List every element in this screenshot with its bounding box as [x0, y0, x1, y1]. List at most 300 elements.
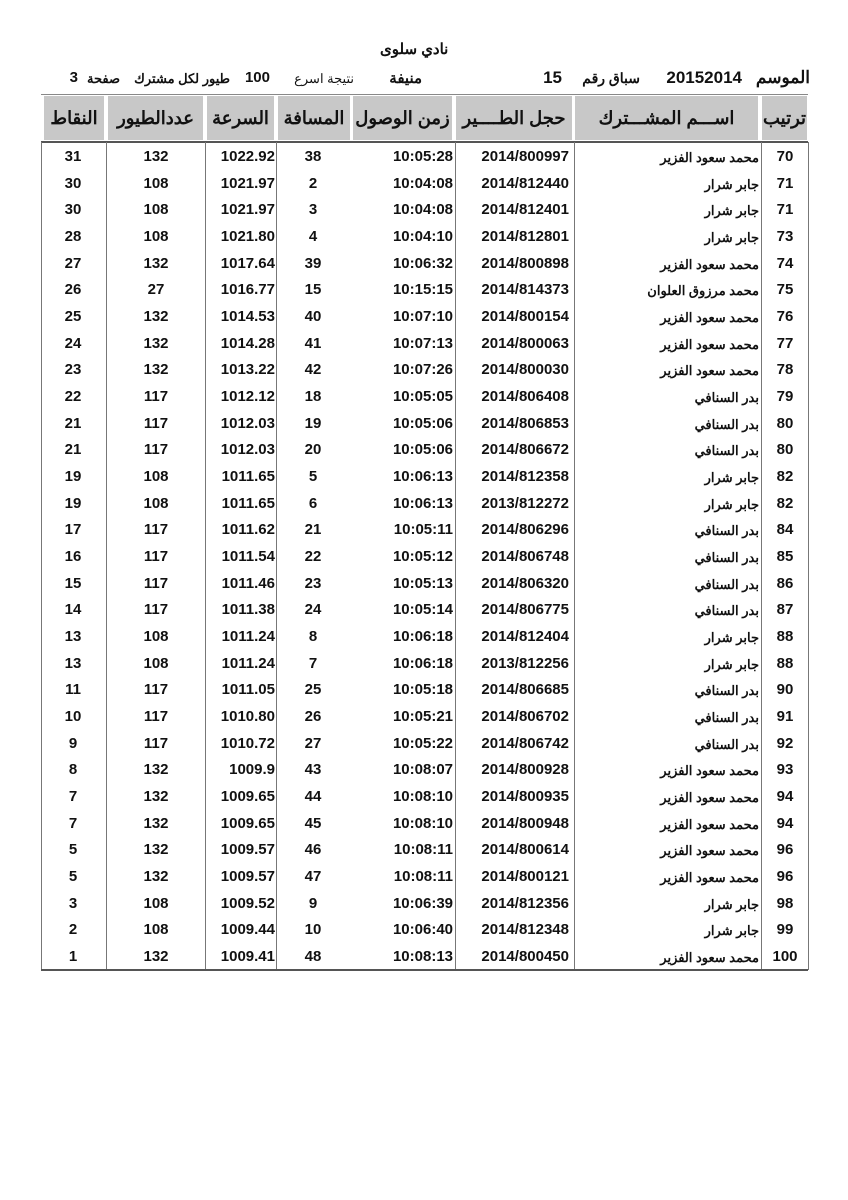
arrival-time-cell: 10:08:11: [393, 841, 453, 859]
distance-cell: 47: [304, 868, 322, 886]
birds-count-cell: 117: [143, 548, 169, 566]
header-birds: عددالطيور: [108, 96, 203, 140]
ring-number-cell: 2014/814373: [481, 281, 569, 299]
rank-cell: 71: [776, 201, 794, 219]
rank-cell: 77: [776, 334, 794, 352]
page-label: صفحة: [87, 71, 120, 86]
speed-cell: 1021.80: [220, 228, 275, 245]
table-row: [41, 891, 808, 917]
table-row: [41, 571, 808, 597]
speed-cell: 1011.24: [221, 628, 275, 646]
birds-count-cell: 132: [143, 788, 169, 806]
table-row: [41, 864, 808, 890]
birds-per-value: 100: [244, 69, 270, 86]
ring-number-cell: 2014/800154: [481, 308, 569, 326]
table-row: [41, 944, 808, 970]
ring-number-cell: 2014/800614: [481, 841, 569, 859]
speed-cell: 1011.05: [221, 681, 275, 699]
participant-name-cell: جابر شرار: [704, 203, 759, 219]
distance-cell: 7: [308, 654, 318, 672]
distance-cell: 9: [308, 894, 318, 912]
birds-count-cell: 117: [143, 681, 169, 699]
speed-cell: 1012.03: [220, 414, 275, 432]
table-row: [41, 384, 808, 410]
speed-cell: 1011.38: [221, 601, 275, 619]
birds-count-cell: 117: [143, 441, 169, 459]
arrival-time-cell: 10:05:12: [392, 548, 453, 566]
participant-name-cell: بدر السنافي: [694, 443, 759, 459]
speed-cell: 1017.64: [220, 254, 275, 272]
arrival-time-cell: 10:05:13: [392, 574, 453, 592]
table-row: [41, 624, 808, 650]
arrival-time-cell: 10:05:18: [392, 681, 453, 699]
arrival-time-cell: 10:05:22: [392, 734, 453, 752]
speed-cell: 1010.80: [220, 708, 275, 726]
rank-cell: 73: [776, 228, 794, 245]
points-cell: 1: [68, 948, 78, 966]
distance-cell: 26: [304, 708, 322, 726]
distance-cell: 24: [304, 601, 322, 619]
distance-cell: 18: [304, 388, 322, 406]
ring-number-cell: 2014/800450: [481, 948, 569, 966]
ring-number-cell: 2014/800030: [481, 361, 569, 379]
rank-cell: 94: [776, 814, 794, 832]
speed-cell: 1009.52: [220, 894, 275, 912]
points-cell: 5: [68, 841, 78, 859]
speed-cell: 1011.65: [221, 468, 275, 486]
participant-name-cell: محمد سعود الفزير: [660, 790, 759, 806]
participant-name-cell: محمد سعود الفزير: [660, 150, 759, 165]
points-cell: 13: [64, 628, 82, 646]
table-row: [41, 277, 808, 303]
table-row: [41, 811, 808, 837]
participant-name-cell: جابر شرار: [704, 176, 759, 192]
header-ring: حجل الطــــير: [456, 96, 572, 140]
table-row: [41, 597, 808, 623]
ring-number-cell: 2013/812272: [481, 494, 569, 512]
birds-count-cell: 108: [143, 494, 169, 512]
points-cell: 7: [68, 788, 78, 806]
rank-cell: 86: [776, 574, 794, 592]
table-row: [41, 784, 808, 810]
ring-number-cell: 2014/806296: [481, 521, 569, 539]
birds-count-cell: 132: [143, 948, 169, 966]
table-bottom-border: [41, 969, 808, 971]
distance-cell: 15: [304, 281, 322, 299]
points-cell: 27: [64, 254, 82, 272]
distance-cell: 6: [308, 494, 318, 512]
speed-cell: 1016.77: [220, 281, 275, 299]
rank-cell: 70: [776, 148, 794, 165]
ring-number-cell: 2014/806672: [481, 441, 569, 459]
rank-cell: 84: [776, 521, 794, 539]
speed-cell: 1009.44: [220, 921, 275, 939]
table-row: [41, 171, 808, 197]
birds-count-cell: 117: [143, 388, 169, 406]
participant-name-cell: جابر شرار: [704, 230, 759, 245]
points-cell: 13: [64, 654, 82, 672]
points-cell: 16: [64, 548, 82, 566]
arrival-time-cell: 10:08:13: [392, 948, 453, 966]
distance-cell: 5: [308, 468, 318, 486]
arrival-time-cell: 10:08:10: [392, 788, 453, 806]
arrival-time-cell: 10:05:11: [393, 521, 453, 539]
points-cell: 25: [64, 308, 82, 326]
ring-number-cell: 2014/812801: [481, 228, 569, 245]
ring-number-cell: 2014/812401: [481, 201, 569, 219]
ring-number-cell: 2014/812348: [481, 921, 569, 939]
arrival-time-cell: 10:05:21: [392, 708, 453, 726]
arrival-time-cell: 10:07:13: [392, 334, 453, 352]
speed-cell: 1013.22: [220, 361, 275, 379]
header-bottom-border: [41, 141, 808, 143]
table-row: [41, 917, 808, 943]
speed-cell: 1009.65: [220, 788, 275, 806]
rank-cell: 100: [772, 948, 798, 966]
points-cell: 24: [64, 334, 82, 352]
participant-name-cell: بدر السنافي: [694, 683, 759, 699]
ring-number-cell: 2014/800997: [481, 148, 569, 165]
race-info: [40, 68, 810, 92]
participant-name-cell: بدر السنافي: [694, 416, 759, 432]
table-top-border: [41, 94, 808, 95]
participant-name-cell: محمد سعود الفزير: [660, 950, 759, 966]
season-value: 20152014: [666, 68, 742, 87]
arrival-time-cell: 10:05:06: [392, 441, 453, 459]
birds-count-cell: 108: [143, 174, 169, 192]
distance-cell: 46: [304, 841, 322, 859]
table-row: [41, 437, 808, 463]
ring-number-cell: 2014/800935: [481, 788, 569, 806]
rank-cell: 79: [776, 388, 794, 406]
ring-number-cell: 2014/806320: [481, 574, 569, 592]
rank-cell: 78: [776, 361, 794, 379]
table-row: [41, 731, 808, 757]
birds-count-cell: 117: [143, 574, 169, 592]
club-title: نادي سلوى: [380, 41, 449, 58]
participant-name-cell: بدر السنافي: [694, 390, 759, 406]
birds-count-cell: 132: [143, 361, 169, 379]
participant-name-cell: محمد سعود الفزير: [660, 763, 759, 779]
arrival-time-cell: 10:04:10: [392, 228, 453, 245]
rank-cell: 94: [776, 788, 794, 806]
points-cell: 9: [68, 734, 78, 752]
table-row: [41, 411, 808, 437]
ring-number-cell: 2014/806685: [481, 681, 569, 699]
ring-number-cell: 2014/806748: [481, 548, 569, 566]
speed-cell: 1021.97: [220, 174, 275, 192]
distance-cell: 42: [304, 361, 322, 379]
speed-cell: 1009.57: [220, 841, 275, 859]
points-cell: 23: [64, 361, 82, 379]
birds-count-cell: 132: [143, 761, 169, 779]
speed-cell: 1021.97: [220, 201, 275, 219]
arrival-time-cell: 10:07:26: [392, 361, 453, 379]
birds-count-cell: 117: [143, 708, 169, 726]
birds-count-cell: 132: [143, 334, 169, 352]
ring-number-cell: 2014/800898: [481, 254, 569, 272]
birds-count-cell: 108: [143, 468, 169, 486]
season-label: الموسم: [755, 68, 810, 87]
participant-name-cell: محمد مرزوق العلوان: [647, 283, 759, 299]
arrival-time-cell: 10:04:08: [392, 174, 453, 192]
table-row: [41, 837, 808, 863]
ring-number-cell: 2014/806742: [481, 734, 569, 752]
distance-cell: 44: [304, 788, 322, 806]
participant-name-cell: جابر شرار: [704, 470, 759, 486]
rank-cell: 96: [776, 841, 794, 859]
table-row: [41, 757, 808, 783]
distance-cell: 40: [304, 308, 322, 326]
participant-name-cell: بدر السنافي: [694, 603, 759, 619]
birds-count-cell: 108: [143, 654, 169, 672]
points-cell: 2: [68, 921, 78, 939]
points-cell: 19: [64, 494, 82, 512]
distance-cell: 41: [304, 334, 322, 352]
rank-cell: 71: [776, 174, 794, 192]
arrival-time-cell: 10:04:08: [392, 201, 453, 219]
ring-number-cell: 2013/812256: [481, 654, 569, 672]
table-row: [41, 304, 808, 330]
rank-cell: 88: [776, 654, 794, 672]
rank-cell: 96: [776, 868, 794, 886]
table-row: [41, 677, 808, 703]
birds-count-cell: 108: [143, 201, 169, 219]
rank-cell: 82: [776, 468, 794, 486]
distance-cell: 23: [304, 574, 322, 592]
distance-cell: 8: [308, 628, 318, 646]
speed-cell: 1009.65: [220, 814, 275, 832]
table-row: [41, 224, 808, 250]
result-label: نتيجة اسرع: [294, 71, 354, 86]
arrival-time-cell: 10:05:28: [392, 148, 453, 165]
points-cell: 14: [64, 601, 82, 619]
race-number: 15: [543, 68, 562, 87]
birds-count-cell: 132: [143, 148, 169, 165]
arrival-time-cell: 10:08:07: [392, 761, 453, 779]
arrival-time-cell: 10:06:13: [392, 468, 453, 486]
points-cell: 31: [64, 148, 82, 165]
points-cell: 19: [64, 468, 82, 486]
participant-name-cell: محمد سعود الفزير: [660, 816, 759, 832]
birds-count-cell: 132: [143, 254, 169, 272]
arrival-time-cell: 10:06:40: [392, 921, 453, 939]
arrival-time-cell: 10:15:15: [392, 281, 453, 299]
table-row: [41, 357, 808, 383]
participant-name-cell: بدر السنافي: [694, 576, 759, 592]
table-row: [41, 251, 808, 277]
birds-count-cell: 117: [143, 734, 169, 752]
speed-cell: 1009.57: [220, 868, 275, 886]
speed-cell: 1009.9: [229, 761, 275, 779]
points-cell: 28: [64, 228, 82, 245]
arrival-time-cell: 10:05:06: [392, 414, 453, 432]
participant-name-cell: جابر شرار: [704, 630, 759, 646]
birds-count-cell: 132: [143, 868, 169, 886]
ring-number-cell: 2014/812356: [481, 894, 569, 912]
ring-number-cell: 2014/806775: [481, 601, 569, 619]
participant-name-cell: محمد سعود الفزير: [660, 310, 759, 326]
participant-name-cell: بدر السنافي: [694, 710, 759, 726]
birds-count-cell: 132: [143, 814, 169, 832]
rank-cell: 74: [776, 254, 794, 272]
rank-cell: 76: [776, 308, 794, 326]
arrival-time-cell: 10:06:13: [392, 494, 453, 512]
table-row: [41, 144, 808, 170]
table-row: [41, 197, 808, 223]
arrival-time-cell: 10:05:05: [392, 388, 453, 406]
birds-count-cell: 108: [143, 628, 169, 646]
table-row: [41, 544, 808, 570]
points-cell: 30: [64, 174, 82, 192]
speed-cell: 1012.12: [220, 388, 275, 406]
region: منيفة: [389, 70, 422, 87]
ring-number-cell: 2014/806702: [481, 708, 569, 726]
birds-per-label: طيور لكل مشترك: [134, 71, 230, 86]
ring-number-cell: 2014/806408: [481, 388, 569, 406]
speed-cell: 1011.62: [221, 521, 275, 539]
points-cell: 10: [64, 708, 82, 726]
rank-cell: 82: [776, 494, 794, 512]
ring-number-cell: 2014/800928: [481, 761, 569, 779]
table-row: [41, 464, 808, 490]
speed-cell: 1010.72: [220, 734, 275, 752]
table-row: [41, 491, 808, 517]
rank-cell: 87: [776, 601, 794, 619]
participant-name-cell: جابر شرار: [704, 923, 759, 939]
distance-cell: 20: [304, 441, 322, 459]
rank-cell: 92: [776, 734, 794, 752]
participant-name-cell: محمد سعود الفزير: [660, 363, 759, 379]
participant-name-cell: محمد سعود الفزير: [660, 843, 759, 859]
participant-name-cell: بدر السنافي: [694, 550, 759, 566]
distance-cell: 4: [308, 228, 318, 245]
birds-count-cell: 117: [143, 521, 169, 539]
header-speed: السرعة: [207, 96, 274, 140]
points-cell: 7: [68, 814, 78, 832]
points-cell: 8: [68, 761, 78, 779]
distance-cell: 10: [304, 921, 322, 939]
rank-cell: 80: [776, 414, 794, 432]
birds-count-cell: 117: [143, 414, 169, 432]
ring-number-cell: 2014/812404: [481, 628, 569, 646]
participant-name-cell: محمد سعود الفزير: [660, 870, 759, 886]
distance-cell: 48: [304, 948, 322, 966]
race-label: سباق رقم: [582, 70, 640, 86]
arrival-time-cell: 10:08:10: [392, 814, 453, 832]
points-cell: 3: [68, 894, 78, 912]
ring-number-cell: 2014/800121: [481, 868, 569, 886]
table-row: [41, 651, 808, 677]
arrival-time-cell: 10:05:14: [392, 601, 453, 619]
distance-cell: 38: [304, 148, 322, 165]
participant-name-cell: جابر شرار: [704, 496, 759, 512]
distance-cell: 43: [304, 761, 322, 779]
speed-cell: 1014.53: [220, 308, 275, 326]
ring-number-cell: 2014/812440: [481, 174, 569, 192]
ring-number-cell: 2014/800948: [481, 814, 569, 832]
participant-name-cell: بدر السنافي: [694, 523, 759, 539]
distance-cell: 22: [304, 548, 322, 566]
speed-cell: 1011.46: [221, 574, 275, 592]
distance-cell: 25: [304, 681, 322, 699]
birds-count-cell: 132: [143, 308, 169, 326]
rank-cell: 90: [776, 681, 794, 699]
rank-cell: 99: [776, 921, 794, 939]
distance-cell: 21: [304, 521, 322, 539]
table-row: [41, 517, 808, 543]
rank-cell: 93: [776, 761, 794, 779]
birds-count-cell: 117: [143, 601, 169, 619]
points-cell: 21: [64, 414, 82, 432]
column-divider: [808, 142, 809, 970]
ring-number-cell: 2014/800063: [481, 334, 569, 352]
speed-cell: 1011.65: [221, 494, 275, 512]
rank-cell: 75: [776, 281, 794, 299]
header-arrival-time: زمن الوصول: [353, 96, 452, 140]
points-cell: 17: [64, 521, 82, 539]
speed-cell: 1022.92: [220, 148, 275, 165]
rank-cell: 91: [776, 708, 794, 726]
birds-count-cell: 108: [143, 921, 169, 939]
rank-cell: 80: [776, 441, 794, 459]
ring-number-cell: 2014/806853: [481, 414, 569, 432]
rank-cell: 88: [776, 628, 794, 646]
distance-cell: 3: [308, 201, 318, 219]
speed-cell: 1011.24: [221, 654, 275, 672]
arrival-time-cell: 10:07:10: [392, 308, 453, 326]
participant-name-cell: بدر السنافي: [694, 736, 759, 752]
points-cell: 5: [68, 868, 78, 886]
distance-cell: 39: [304, 254, 322, 272]
birds-count-cell: 27: [147, 281, 165, 299]
distance-cell: 19: [304, 414, 322, 432]
points-cell: 15: [64, 574, 82, 592]
birds-count-cell: 108: [143, 894, 169, 912]
points-cell: 26: [64, 281, 82, 299]
arrival-time-cell: 10:08:11: [393, 868, 453, 886]
points-cell: 21: [64, 441, 82, 459]
page-number: 3: [69, 69, 78, 86]
arrival-time-cell: 10:06:32: [392, 254, 453, 272]
arrival-time-cell: 10:06:18: [392, 654, 453, 672]
header-distance: المسافة: [278, 96, 350, 140]
speed-cell: 1012.03: [220, 441, 275, 459]
header-name: اســـم المشـــترك: [575, 96, 758, 140]
rank-cell: 85: [776, 548, 794, 566]
arrival-time-cell: 10:06:39: [392, 894, 453, 912]
ring-number-cell: 2014/812358: [481, 468, 569, 486]
speed-cell: 1011.54: [221, 548, 275, 566]
distance-cell: 2: [308, 174, 318, 192]
header-points: النقاط: [44, 96, 104, 140]
participant-name-cell: محمد سعود الفزير: [660, 256, 759, 272]
birds-count-cell: 132: [143, 841, 169, 859]
points-cell: 22: [64, 388, 82, 406]
participant-name-cell: محمد سعود الفزير: [660, 336, 759, 352]
points-cell: 30: [64, 201, 82, 219]
birds-count-cell: 108: [143, 228, 169, 245]
speed-cell: 1014.28: [220, 334, 275, 352]
participant-name-cell: جابر شرار: [704, 656, 759, 672]
points-cell: 11: [65, 681, 81, 699]
arrival-time-cell: 10:06:18: [392, 628, 453, 646]
distance-cell: 45: [304, 814, 322, 832]
table-row: [41, 704, 808, 730]
distance-cell: 27: [304, 734, 322, 752]
participant-name-cell: جابر شرار: [704, 896, 759, 912]
rank-cell: 98: [776, 894, 794, 912]
